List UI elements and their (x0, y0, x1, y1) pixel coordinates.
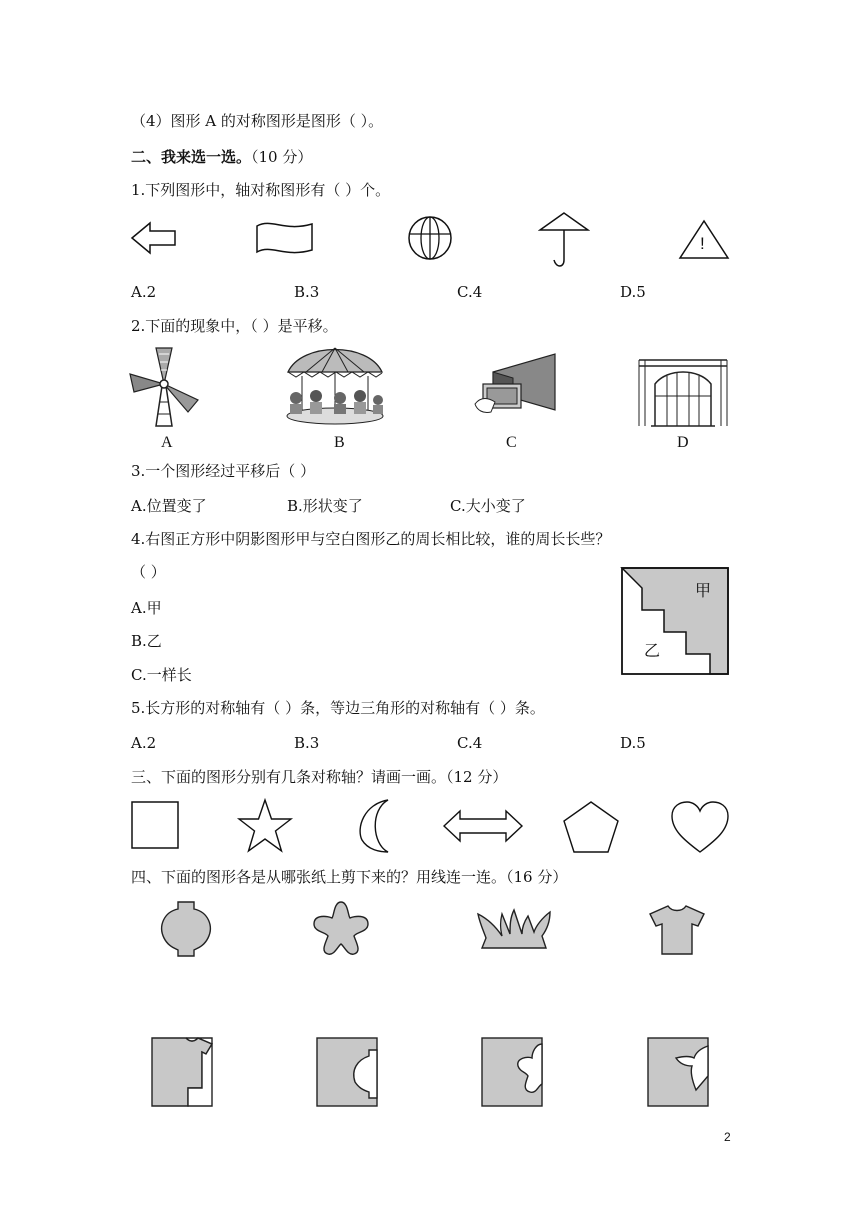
q1-option-c: C.4 (457, 283, 483, 301)
section-3-title: 三、下面的图形分别有几条对称轴？请画一画。（12 分） (131, 768, 508, 786)
section-2-score: （10 分） (251, 148, 313, 166)
label-blank-yi: 乙 (644, 641, 661, 660)
paper-sheet-3 (480, 1036, 544, 1108)
q4-option-c: C.一样长 (131, 666, 192, 684)
question-1-text: 1.下列图形中，轴对称图形有（ ）个。 (131, 181, 391, 199)
paper-sheet-2 (315, 1036, 379, 1108)
question-5-text: 5.长方形的对称轴有（ ）条，等边三角形的对称轴有（ ）条。 (131, 699, 545, 717)
q4-option-a: A.甲 (131, 599, 162, 617)
revolving-door-picture (637, 356, 729, 428)
crescent-moon-shape (354, 798, 394, 854)
windmill-picture (126, 344, 202, 436)
heart-shape (670, 800, 730, 854)
question-4-text: 4.右图正方形中阴影图形甲与空白图形乙的周长相比较，谁的周长长些？ (131, 530, 611, 548)
flag-icon (254, 220, 316, 256)
t-shirt-cutout (648, 904, 706, 956)
umbrella-icon (538, 210, 590, 270)
double-arrow-shape (442, 808, 524, 844)
q5-option-c: C.4 (457, 734, 483, 752)
carousel-picture (282, 342, 388, 426)
page-number: 2 (724, 1130, 731, 1144)
q2-label-c: C (506, 434, 517, 451)
warning-mark: ! (700, 234, 705, 253)
q5-option-a: A.2 (131, 734, 157, 752)
q3-option-c: C.大小变了 (450, 497, 526, 515)
q3-option-b: B.形状变了 (287, 497, 363, 515)
section-4-title: 四、下面的图形各是从哪张纸上剪下来的？用线连一连。（16 分） (131, 868, 568, 886)
warning-triangle-icon (678, 218, 730, 262)
question-3-text: 3.一个图形经过平移后（ ） (131, 462, 316, 480)
q1-option-a: A.2 (131, 283, 157, 301)
square-shape (130, 800, 180, 850)
q5-option-d: D.5 (620, 734, 646, 752)
globe-icon (406, 214, 454, 262)
section-2-title: 二、我来选一选。 (131, 148, 252, 166)
paper-sheet-1 (150, 1036, 214, 1108)
section-2-heading (131, 148, 312, 166)
q4-option-b: B.乙 (131, 632, 162, 650)
label-shaded-jia: 甲 (695, 581, 712, 600)
staircase-square-figure (620, 566, 730, 676)
q1-option-b: B.3 (294, 283, 320, 301)
arrow-icon (130, 220, 178, 256)
q5-option-b: B.3 (294, 734, 320, 752)
q2-label-a: A (161, 434, 173, 451)
pentagon-shape (562, 800, 620, 854)
drawer-picture (473, 348, 557, 422)
q2-label-d: D (677, 434, 689, 451)
q4-paren: （ ） (131, 563, 166, 581)
q3-option-a: A.位置变了 (131, 497, 207, 515)
q4-line: （4）图形 A 的对称图形是图形（ ）。 (131, 112, 384, 130)
grass-cutout (476, 906, 552, 950)
question-2-text: 2.下面的现象中，（ ）是平移。 (131, 317, 338, 335)
flower-cutout (310, 898, 372, 958)
paper-sheet-4 (646, 1036, 710, 1108)
q2-label-b: B (334, 434, 345, 451)
q1-option-d: D.5 (620, 283, 646, 301)
lantern-cutout (158, 900, 214, 958)
star-shape (236, 798, 294, 854)
